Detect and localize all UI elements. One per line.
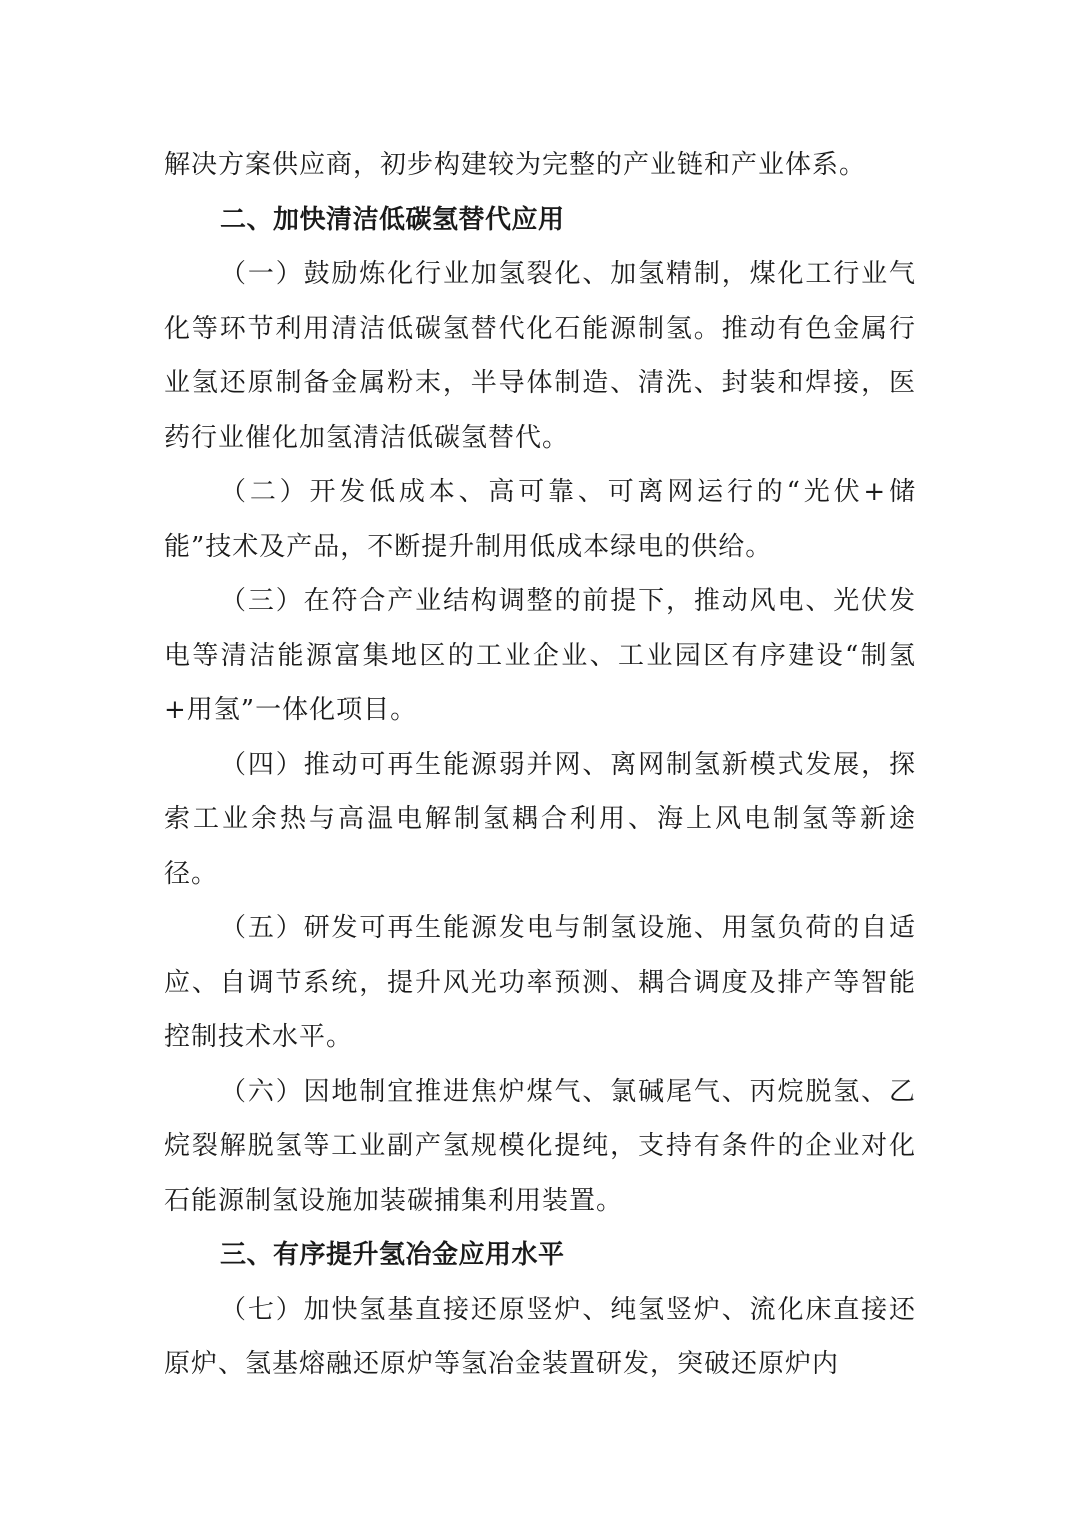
document-page (164, 138, 916, 1392)
paragraph-item-6: （六）因地制宜推进焦炉煤气、氯碱尾气、丙烷脱氢、乙烷裂解脱氢等工业副产氢规模化提纯，支持有条件的企业对化石能源制氢设施加装碳捕集利用装置。 (164, 1076, 916, 1216)
section-heading-3: 三、有序提升氢冶金应用水平 (220, 1240, 565, 1270)
paragraph-item-3: （三）在符合产业结构调整的前提下，推动风电、光伏发电等清洁能源富集地区的工业企业、工业园区有序建设“制氢+用氢”一体化项目。 (164, 586, 916, 725)
section-heading-2: 二、加快清洁低碳氢替代应用 (220, 204, 565, 235)
paragraph-item-2: （二）开发低成本、高可靠、可离网运行的“光伏+储能”技术及产品，不断提升制用低成本绿电的供给。 (164, 477, 916, 562)
paragraph-item-7: （七）加快氢基直接还原竖炉、纯氢竖炉、流化床直接还原炉、氢基熔融还原炉等氢冶金装置研发，突破还原炉内 (164, 1294, 916, 1379)
paragraph-item-5: （五）研发可再生能源发电与制氢设施、用氢负荷的自适应、自调节系统，提升风光功率预测、耦合调度及排产等智能控制技术水平。 (164, 913, 916, 1052)
paragraph-item-1: （一）鼓励炼化行业加氢裂化、加氢精制，煤化工行业气化等环节利用清洁低碳氢替代化石能源制氢。推动有色金属行业氢还原制备金属粉末，半导体制造、清洗、封装和焊接，医药行业催化加氢清洁低碳氢替代。 (164, 259, 916, 453)
paragraph-item-4: （四）推动可再生能源弱并网、离网制氢新模式发展，探索工业余热与高温电解制氢耦合利用、海上风电制氢等新途径。 (164, 749, 916, 889)
paragraph-continued: 解决方案供应商，初步构建较为完整的产业链和产业体系。 (164, 150, 867, 180)
